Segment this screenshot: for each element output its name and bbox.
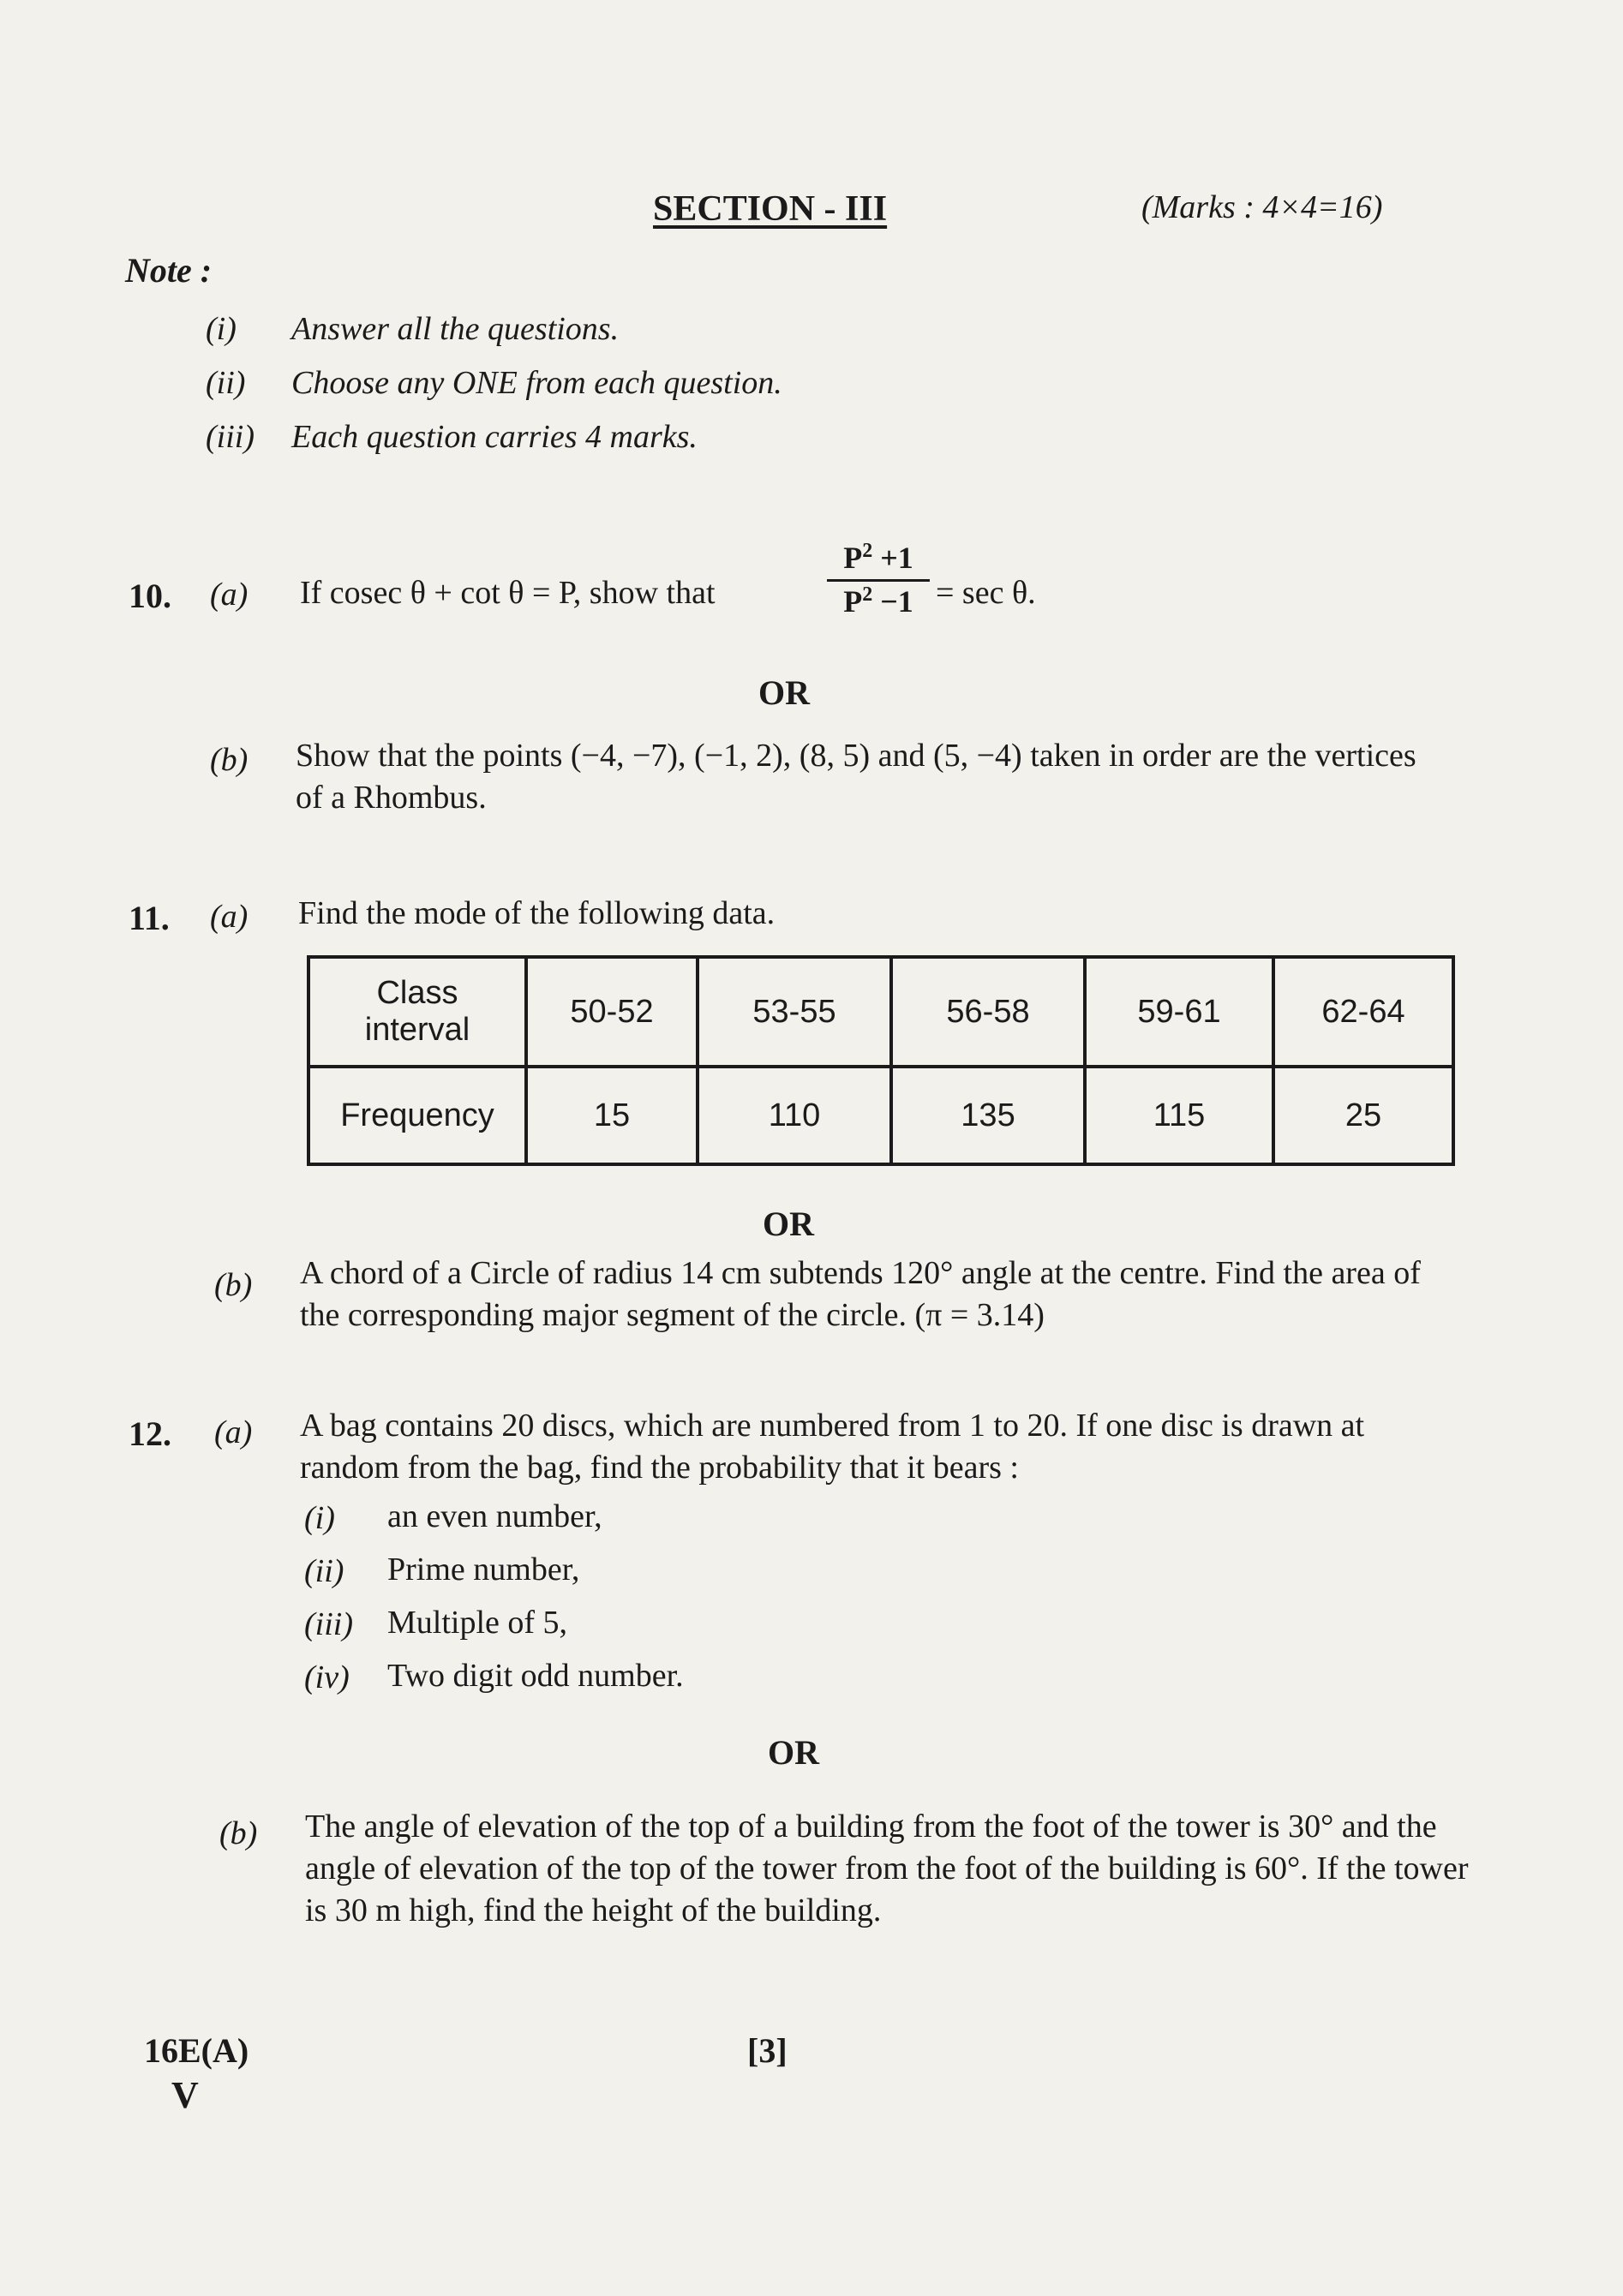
or-separator: OR: [758, 673, 810, 712]
table-cell: 53-55: [698, 957, 891, 1067]
table-header-cell: Frequency: [308, 1067, 526, 1164]
part-label: (b): [210, 742, 249, 778]
sub-item-label: (iv): [304, 1659, 350, 1695]
table-cell: 62-64: [1273, 957, 1453, 1067]
question-number: 10.: [129, 577, 171, 615]
sub-item-text: Prime number,: [387, 1552, 580, 1587]
note-item-text: Answer all the questions.: [291, 311, 620, 347]
equation-rhs: = sec θ.: [936, 575, 1036, 611]
note-item-text: Each question carries 4 marks.: [291, 419, 698, 455]
table-cell: 59-61: [1085, 957, 1273, 1067]
question-text: A bag contains 20 discs, which are numbered from 1 to 20. If one disc is drawn at random from the bag, find the probability that it bears :: [300, 1408, 1365, 1486]
note-item-text: Choose any ONE from each question.: [291, 365, 782, 401]
frequency-table: [307, 955, 1455, 1166]
table-cell: 135: [891, 1067, 1085, 1164]
table-cell: 56-58: [891, 957, 1085, 1067]
note-item-label: (iii): [206, 419, 255, 455]
sub-item-text: an even number,: [387, 1498, 602, 1534]
denominator-rest: −1: [872, 584, 913, 619]
note-item-label: (i): [206, 311, 237, 347]
paper-version: V: [171, 2074, 199, 2116]
or-separator: OR: [768, 1733, 819, 1772]
or-separator: OR: [763, 1205, 814, 1243]
table-cell: 115: [1085, 1067, 1273, 1164]
part-label: (a): [214, 1414, 253, 1450]
question-number: 11.: [129, 899, 170, 937]
fraction-denominator: [827, 582, 930, 619]
table-row: [308, 957, 1453, 1067]
table-header-cell: [308, 957, 526, 1067]
part-label: (b): [214, 1267, 253, 1303]
note-item-label: (ii): [206, 365, 246, 401]
question-text: Find the mode of the following data.: [298, 895, 776, 931]
page-number: [3]: [747, 2031, 788, 2070]
question-number: 12.: [129, 1414, 171, 1453]
paper-code: 16E(A): [144, 2031, 249, 2070]
numerator-rest: +1: [872, 541, 913, 575]
header-line: interval: [364, 1012, 470, 1048]
sub-item-label: (i): [304, 1500, 335, 1536]
part-label: (a): [210, 577, 249, 613]
question-text: If cosec θ + cot θ = P, show that: [300, 575, 716, 611]
denominator-exponent: 2: [862, 583, 873, 606]
question-text: The angle of elevation of the top of a building from the foot of the tower is 30° and the angle of elevation of the top of the tower from the foot of the building is 60°. If the tower is 30 m high, find the height of the building.: [305, 1809, 1469, 1928]
sub-item-label: (iii): [304, 1606, 353, 1642]
fraction-numerator: [827, 540, 930, 582]
table-cell: 50-52: [526, 957, 698, 1067]
sub-item-text: Two digit odd number.: [387, 1658, 684, 1694]
numerator-base: P: [843, 541, 863, 575]
sub-item-text: Multiple of 5,: [387, 1605, 568, 1641]
part-label: (a): [210, 899, 249, 935]
table-cell: 25: [1273, 1067, 1453, 1164]
question-text: A chord of a Circle of radius 14 cm subtends 120° angle at the centre. Find the area of the corresponding major segment of the circle. (π = 3.14): [300, 1255, 1421, 1333]
marks-allocation: (Marks : 4×4=16): [1141, 189, 1383, 225]
note-heading: Note :: [125, 251, 213, 290]
question-text: Show that the points (−4, −7), (−1, 2), (8, 5) and (5, −4) taken in order are the vertices of a Rhombus.: [296, 738, 1416, 816]
table-row: [308, 1067, 1453, 1164]
part-label: (b): [219, 1815, 258, 1851]
table-cell: 110: [698, 1067, 891, 1164]
numerator-exponent: 2: [862, 540, 873, 562]
fraction-expression: [827, 540, 930, 619]
denominator-base: P: [843, 584, 863, 619]
sub-item-label: (ii): [304, 1553, 344, 1589]
header-line: Class: [376, 975, 458, 1011]
section-title: SECTION - III: [653, 189, 888, 229]
table-cell: 15: [526, 1067, 698, 1164]
